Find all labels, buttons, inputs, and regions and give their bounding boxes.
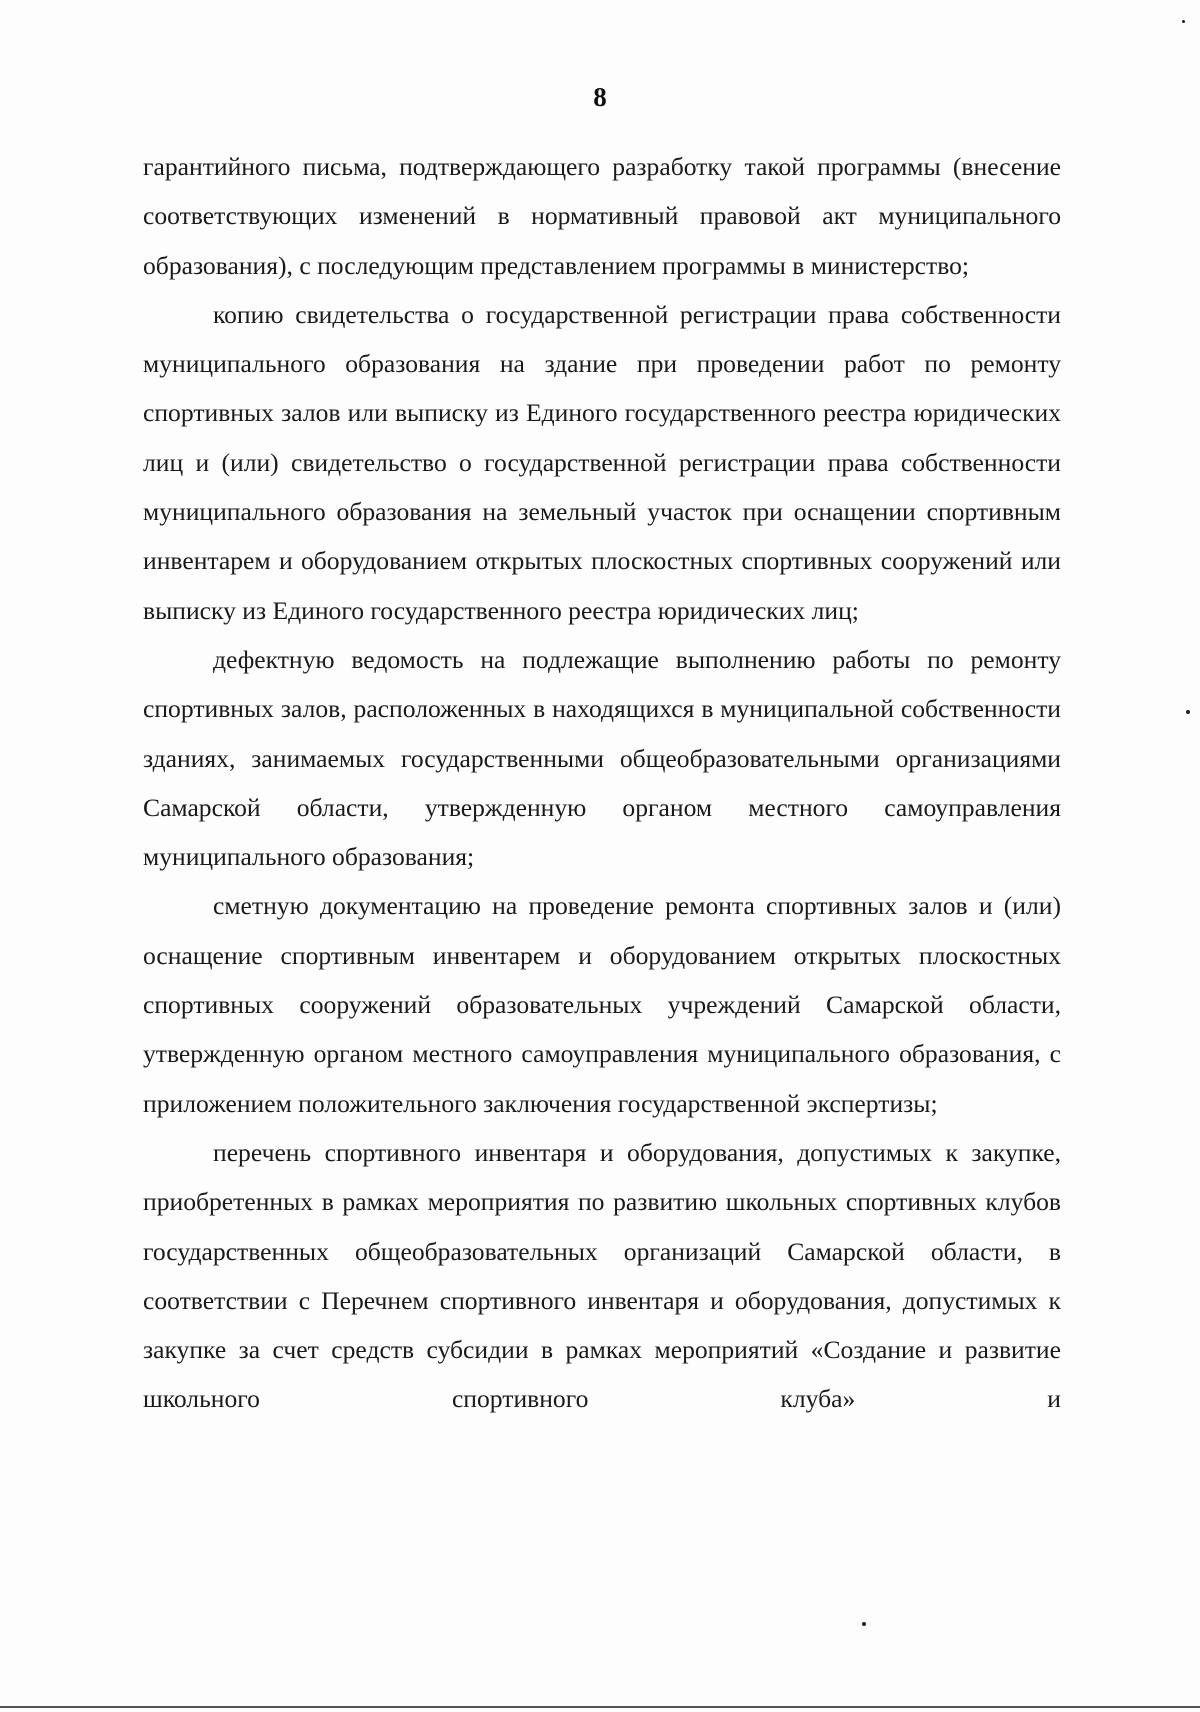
- scan-speck: [1186, 710, 1190, 714]
- scan-speck: [1182, 20, 1185, 23]
- paragraph-defect-statement: дефектную ведомость на подлежащие выполнению работы по ремонту спортивных залов, расположенных в находящихся в муниципальной собственности зданиях, занимаемых государственными общеобразовательными организациями Самарской области, утвержденную органом местного самоуправления муниципального образования;: [143, 644, 1061, 872]
- page-number: 8: [593, 82, 607, 112]
- paragraph-ownership-certificate: копию свидетельства о государственной регистрации права собственности муниципального образования на здание при проведении работ по ремонту спортивных залов или выписку из Единого государственного реестра юридических лиц и (или) свидетельство о государственной регистрации права собственности муниципального образования на земельный участок при оснащении спортивным инвентарем и оборудованием открытых плоскостных спортивных сооружений или выписку из Единого государственного реестра юридических лиц;: [143, 299, 1061, 625]
- paragraph-guarantee-letter: гарантийного письма, подтверждающего разработку такой программы (внесение соответствующих изменений в нормативный правовой акт муниципального образования), с последующим представлением программы в министерство;: [143, 152, 1061, 280]
- scan-bottom-edge: [0, 1706, 1200, 1708]
- scan-speck: [862, 1622, 866, 1626]
- document-body: [143, 142, 1061, 1424]
- paragraph-estimate-documentation: сметную документацию на проведение ремонта спортивных залов и (или) оснащение спортивным инвентарем и оборудованием открытых плоскостных спортивных сооружений образовательных учреждений Самарской области, утвержденную органом местного самоуправления муниципального образования, с приложением положительного заключения государственной экспертизы;: [143, 891, 1061, 1118]
- paragraph-equipment-list: перечень спортивного инвентаря и оборудования, допустимых к закупке, приобретенных в рамках мероприятия по развитию школьных спортивных клубов государственных общеобразовательных организаций Самарской области, в соответствии с Перечнем спортивного инвентаря и оборудования, допустимых к закупке за счет средств субсидии в рамках мероприятий «Создание и развитие школьного спортивного клуба» и: [143, 1137, 1061, 1414]
